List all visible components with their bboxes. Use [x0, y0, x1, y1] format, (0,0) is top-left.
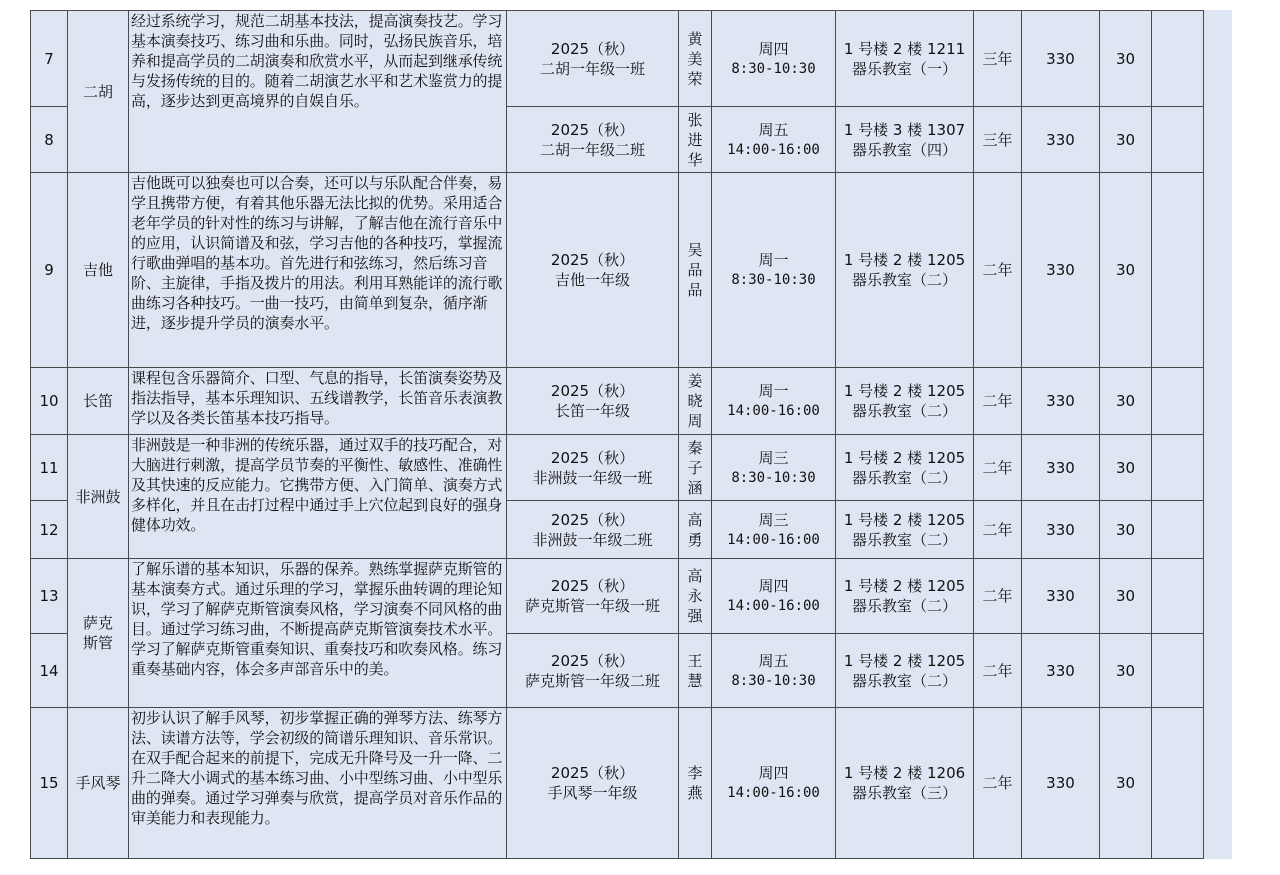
class-time: [712, 11, 836, 107]
class-level: 二胡一年级一班: [539, 59, 645, 78]
remarks: [1152, 559, 1204, 634]
remarks: [1152, 501, 1204, 559]
class-day: 周三: [758, 448, 789, 467]
course-description: [129, 173, 507, 368]
course-fee: 330: [1022, 368, 1100, 435]
table-row: [31, 11, 1232, 107]
classroom: [836, 708, 974, 859]
class-name: [507, 634, 679, 708]
course-category-label: 非洲鼓: [75, 487, 121, 506]
course-fee: 330: [1022, 559, 1100, 634]
class-day: 周三: [758, 510, 789, 529]
course-fee: 330: [1022, 708, 1100, 859]
classroom: [836, 173, 974, 368]
class-hours: 8:30-10:30: [731, 469, 816, 486]
classroom-building: 1 号楼 2 楼 1205: [843, 251, 966, 269]
class-name: [507, 11, 679, 107]
course-category-label: 长笛: [82, 392, 113, 410]
class-name: [507, 368, 679, 435]
class-term: 2025（秋）: [550, 251, 635, 269]
teacher-name: 吴品品: [687, 241, 703, 299]
class-term: 2025（秋）: [550, 39, 635, 58]
class-capacity: 30: [1100, 501, 1152, 559]
course-description: [129, 368, 507, 435]
teacher: [679, 708, 712, 859]
row-number: 14: [31, 634, 68, 708]
classroom-building: 1 号楼 2 楼 1205: [843, 510, 966, 529]
teacher-name: 秦子涵: [687, 438, 703, 497]
course-fee: 330: [1022, 173, 1100, 368]
teacher-name: 李燕: [687, 764, 703, 802]
course-description: [129, 708, 507, 859]
course-category: [68, 559, 129, 708]
class-day: 周五: [758, 120, 789, 139]
class-capacity: 30: [1100, 11, 1152, 107]
class-level: 萨克斯管一年级一班: [524, 597, 660, 615]
class-time: [712, 173, 836, 368]
course-category-label: 萨克斯管: [82, 614, 113, 652]
course-description-text: 了解乐谱的基本知识，乐器的保养。熟练掌握萨克斯管的基本演奏方式。通过乐理的学习，掌握乐曲转调的理论知识，学习了解萨克斯管演奏风格，学习演奏不同风格的曲目。通过学习练习曲，不断提高萨克斯管演奏技术水平。学习了解萨克斯管重奏知识、重奏技巧和吹奏风格。练习重奏基础内容，体会多声部音乐中的美。: [131, 560, 503, 678]
class-time: [712, 107, 836, 173]
class-day: 周一: [758, 251, 789, 269]
class-level: 二胡一年级二班: [539, 140, 645, 159]
classroom: [836, 11, 974, 107]
class-time: [712, 435, 836, 501]
remarks: [1152, 634, 1204, 708]
classroom-name: 器乐教室（二）: [851, 402, 957, 420]
class-capacity: 30: [1100, 559, 1152, 634]
class-term: 2025（秋）: [550, 120, 635, 139]
class-capacity: 30: [1100, 708, 1152, 859]
course-duration: 二年: [974, 559, 1022, 634]
class-time: [712, 559, 836, 634]
table-row: [31, 435, 1232, 501]
class-day: 周五: [758, 651, 789, 670]
class-capacity: 30: [1100, 107, 1152, 173]
course-duration: 三年: [974, 11, 1022, 107]
class-term: 2025（秋）: [550, 764, 635, 782]
class-day: 周一: [758, 382, 789, 400]
class-hours: 14:00-16:00: [727, 785, 820, 801]
class-name: [507, 559, 679, 634]
class-name: [507, 107, 679, 173]
classroom-building: 1 号楼 2 楼 1205: [843, 651, 966, 670]
course-duration: 二年: [974, 708, 1022, 859]
class-hours: 14:00-16:00: [727, 403, 820, 419]
row-number: 11: [31, 435, 68, 501]
classroom-name: 器乐教室（二）: [851, 468, 957, 487]
classroom-building: 1 号楼 2 楼 1205: [843, 577, 966, 595]
class-hours: 14:00-16:00: [727, 598, 820, 614]
course-category-label: 二胡: [82, 82, 113, 101]
teacher-name: 黄美荣: [687, 29, 703, 88]
teacher: [679, 559, 712, 634]
course-category: [68, 11, 129, 173]
classroom-name: 器乐教室（一）: [851, 59, 957, 78]
teacher: [679, 435, 712, 501]
teacher-name: 高永强: [687, 567, 703, 625]
class-level: 手风琴一年级: [547, 784, 638, 802]
course-schedule-table: [30, 10, 1232, 859]
class-day: 周四: [758, 39, 789, 58]
class-capacity: 30: [1100, 173, 1152, 368]
class-capacity: 30: [1100, 368, 1152, 435]
course-description: [129, 11, 507, 173]
class-term: 2025（秋）: [550, 448, 635, 467]
remarks: [1152, 107, 1204, 173]
classroom: [836, 435, 974, 501]
class-hours: 8:30-10:30: [731, 60, 816, 77]
classroom-name: 器乐教室（三）: [851, 784, 957, 802]
remarks: [1152, 708, 1204, 859]
class-name: [507, 708, 679, 859]
class-level: 非洲鼓一年级二班: [532, 530, 653, 549]
course-category: [68, 708, 129, 859]
row-number: 15: [31, 708, 68, 859]
class-level: 萨克斯管一年级二班: [524, 671, 660, 690]
classroom-name: 器乐教室（二）: [851, 597, 957, 615]
course-fee: 330: [1022, 11, 1100, 107]
course-fee: 330: [1022, 107, 1100, 173]
class-name: [507, 501, 679, 559]
classroom: [836, 634, 974, 708]
class-hours: 14:00-16:00: [727, 141, 820, 158]
class-hours: 8:30-10:30: [731, 672, 816, 689]
classroom: [836, 107, 974, 173]
classroom-building: 1 号楼 2 楼 1205: [843, 448, 966, 467]
course-duration: 三年: [974, 107, 1022, 173]
row-number: 12: [31, 501, 68, 559]
remarks: [1152, 435, 1204, 501]
class-hours: 8:30-10:30: [731, 272, 816, 288]
table-row: [31, 708, 1232, 859]
teacher: [679, 501, 712, 559]
classroom-building: 1 号楼 2 楼 1211: [843, 39, 966, 58]
remarks: [1152, 173, 1204, 368]
table-row: [31, 559, 1232, 634]
class-day: 周四: [758, 577, 789, 595]
class-time: [712, 708, 836, 859]
classroom-building: 1 号楼 3 楼 1307: [843, 120, 966, 139]
class-capacity: 30: [1100, 634, 1152, 708]
class-time: [712, 501, 836, 559]
classroom-name: 器乐教室（二）: [851, 271, 957, 289]
course-duration: 二年: [974, 435, 1022, 501]
course-duration: 二年: [974, 634, 1022, 708]
course-duration: 二年: [974, 501, 1022, 559]
course-fee: 330: [1022, 435, 1100, 501]
class-level: 非洲鼓一年级一班: [532, 468, 653, 487]
course-description-text: 吉他既可以独奏也可以合奏，还可以与乐队配合伴奏，易学且携带方便，有着其他乐器无法比拟的优势。采用适合老年学员的针对性的练习与讲解，了解吉他在流行音乐中的应用，认识简谱及和弦，学习吉他的各种技巧，掌握流行歌曲弹唱的基本功。首先进行和弦练习，然后练习音阶、主旋律，手指及拨片的用法。利用耳熟能详的流行歌曲练习各种技巧。一曲一技巧，由简单到复杂，循序渐进，逐步提升学员的演奏水平。: [131, 174, 503, 332]
course-category-label: 吉他: [82, 261, 113, 279]
class-term: 2025（秋）: [550, 382, 635, 400]
classroom: [836, 368, 974, 435]
course-description-text: 非洲鼓是一种非洲的传统乐器，通过双手的技巧配合，对大脑进行刺激，提高学员节奏的平衡性、敏感性、准确性及其快速的反应能力。它携带方便、入门简单、演奏方式多样化，并且在击打过程中通过手上穴位起到良好的强身健体功效。: [131, 436, 503, 534]
class-time: [712, 634, 836, 708]
course-duration: 二年: [974, 368, 1022, 435]
class-term: 2025（秋）: [550, 651, 635, 670]
classroom: [836, 559, 974, 634]
course-description: [129, 559, 507, 708]
teacher-name: 王慧: [687, 651, 703, 690]
course-category: [68, 368, 129, 435]
teacher: [679, 11, 712, 107]
table-row: [31, 368, 1232, 435]
course-description-text: 经过系统学习，规范二胡基本技法，提高演奏技艺。学习基本演奏技巧、练习曲和乐曲。同时，弘扬民族音乐，培养和提高学员的二胡演奏和欣赏水平，从而起到继承传统与发扬传统的目的。随着二胡演艺水平和艺术鉴赏力的提高，逐步达到更高境界的自娱自乐。: [131, 12, 503, 110]
classroom-name: 器乐教室（四）: [851, 140, 957, 159]
teacher: [679, 173, 712, 368]
remarks: [1152, 11, 1204, 107]
row-number: 10: [31, 368, 68, 435]
classroom-name: 器乐教室（二）: [851, 671, 957, 690]
table-row: [31, 173, 1232, 368]
classroom-building: 1 号楼 2 楼 1205: [843, 382, 966, 400]
class-level: 长笛一年级: [554, 402, 630, 420]
class-hours: 14:00-16:00: [727, 531, 820, 548]
row-number: 8: [31, 107, 68, 173]
row-number: 9: [31, 173, 68, 368]
teacher-name: 张进华: [687, 110, 703, 169]
row-number: 7: [31, 11, 68, 107]
course-description-text: 初步认识了解手风琴，初步掌握正确的弹琴方法、练琴方法、读谱方法等，学会初级的简谱乐理知识、音乐常识。在双手配合起来的前提下，完成无升降号及一升一降、二升二降大小调式的基本练习曲、小中型练习曲、小中型乐曲的弹奏。通过学习弹奏与欣赏，提高学员对音乐作品的审美能力和表现能力。: [131, 709, 503, 827]
row-number: 13: [31, 559, 68, 634]
classroom-building: 1 号楼 2 楼 1206: [843, 764, 966, 782]
class-day: 周四: [758, 764, 789, 782]
classroom: [836, 501, 974, 559]
classroom-name: 器乐教室（二）: [851, 530, 957, 549]
course-duration: 二年: [974, 173, 1022, 368]
teacher: [679, 107, 712, 173]
teacher: [679, 634, 712, 708]
course-description: [129, 435, 507, 559]
class-name: [507, 173, 679, 368]
teacher: [679, 368, 712, 435]
teacher-name: 姜晓周: [687, 372, 703, 430]
course-category: [68, 435, 129, 559]
class-capacity: 30: [1100, 435, 1152, 501]
class-term: 2025（秋）: [550, 510, 635, 529]
course-fee: 330: [1022, 501, 1100, 559]
course-fee: 330: [1022, 634, 1100, 708]
teacher-name: 高勇: [687, 510, 703, 549]
class-level: 吉他一年级: [554, 271, 630, 289]
course-category: [68, 173, 129, 368]
class-name: [507, 435, 679, 501]
course-category-label: 手风琴: [75, 774, 121, 792]
class-time: [712, 368, 836, 435]
remarks: [1152, 368, 1204, 435]
course-description-text: 课程包含乐器简介、口型、气息的指导，长笛演奏姿势及指法指导，基本乐理知识、五线谱教学，长笛音乐表演教学以及各类长笛基本技巧指导。: [131, 369, 503, 427]
class-term: 2025（秋）: [550, 577, 635, 595]
